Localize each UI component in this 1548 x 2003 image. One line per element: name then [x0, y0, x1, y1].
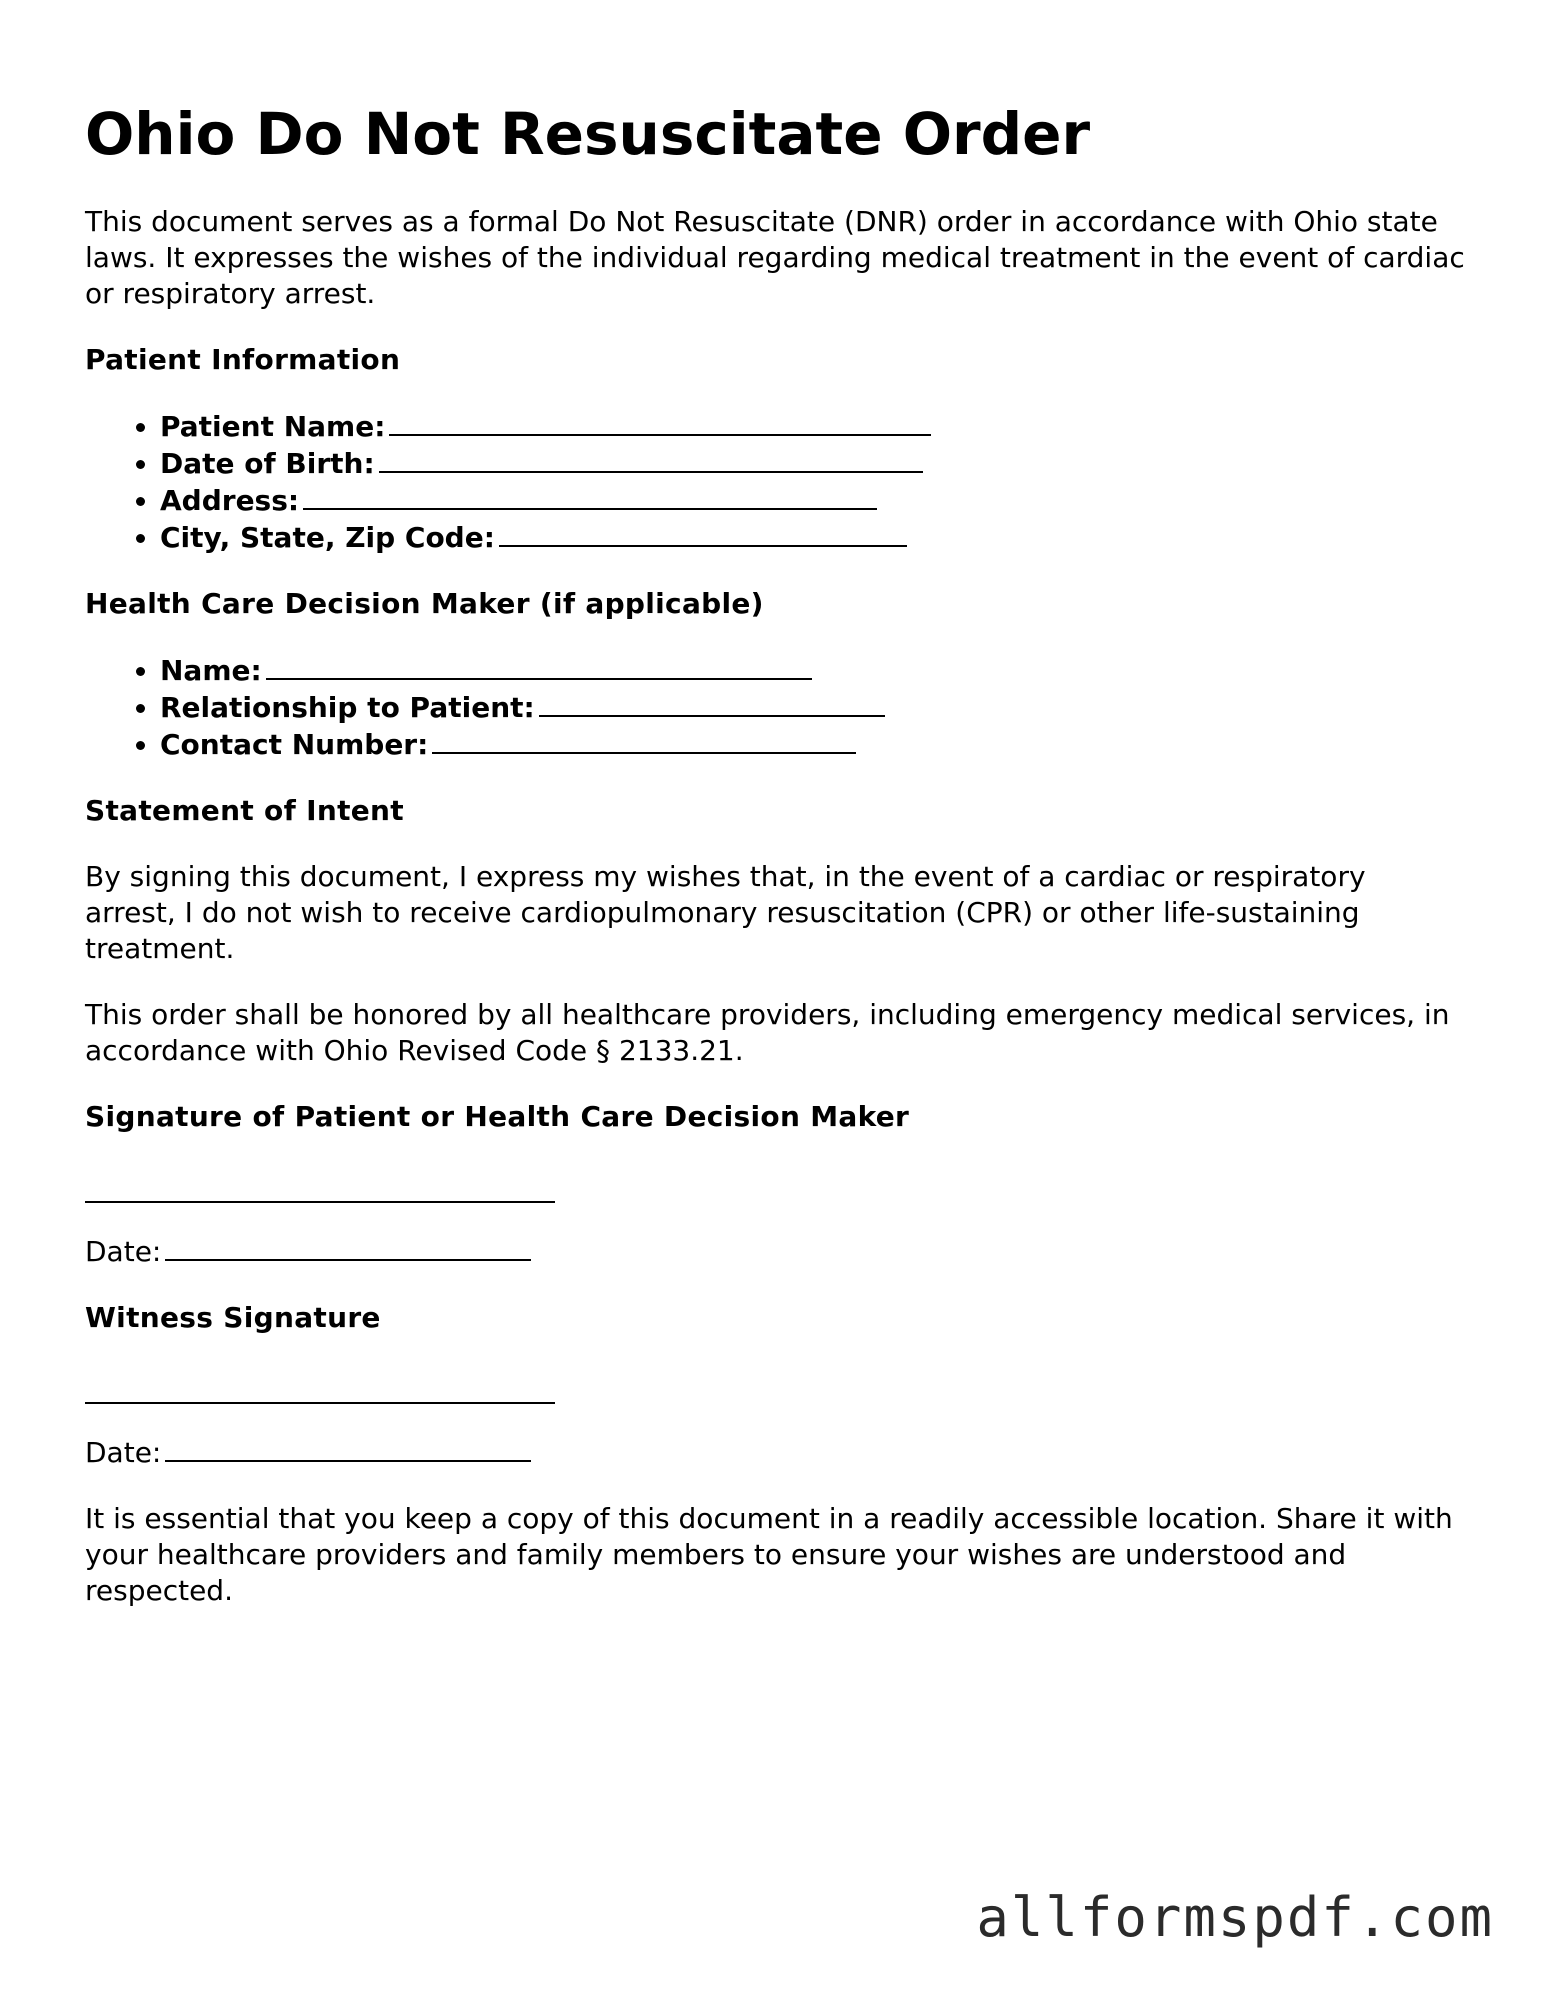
date-label: Date: — [85, 1435, 162, 1469]
field-label: Date of Birth: — [160, 446, 375, 480]
decision-maker-heading: Health Care Decision Maker (if applicable) — [85, 586, 764, 620]
city-state-zip-blank[interactable] — [499, 519, 907, 547]
address-blank[interactable] — [303, 482, 877, 510]
patient-signature-line[interactable] — [85, 1165, 555, 1203]
witness-signature-line[interactable] — [85, 1366, 555, 1404]
relationship-field — [160, 689, 1465, 726]
patient-date-blank[interactable] — [165, 1233, 531, 1261]
relationship-blank[interactable] — [539, 689, 885, 717]
address-field — [160, 482, 1465, 519]
field-label: Address: — [160, 483, 300, 517]
intro-paragraph: This document serves as a formal Do Not Resuscitate (DNR) order in accordance with Ohio state laws. It expresses the wishes of the individual regarding medical treatment in the event of cardiac or respiratory arrest. — [85, 204, 1465, 310]
date-label: Date: — [85, 1234, 162, 1268]
statement-paragraph-1: By signing this document, I express my wishes that, in the event of a cardiac or respiratory arrest, I do not wish to receive cardiopulmonary resuscitation (CPR) or other life-sustaining treatment. — [85, 859, 1366, 965]
statement-paragraph-2: This order shall be honored by all healthcare providers, including emergency medical services, in accordance with Ohio Revised Code § 2133.21. — [85, 997, 1450, 1067]
contact-number-blank[interactable] — [432, 726, 856, 754]
document-page — [85, 100, 1465, 1639]
statement-heading: Statement of Intent — [85, 793, 404, 827]
date-of-birth-field — [160, 445, 1465, 482]
patient-signature-heading: Signature of Patient or Health Care Decision Maker — [85, 1099, 910, 1133]
decision-maker-list — [85, 652, 1465, 763]
contact-number-field — [160, 726, 1465, 763]
patient-info-heading: Patient Information — [85, 342, 401, 376]
patient-info-list — [85, 408, 1465, 556]
field-label: Patient Name: — [160, 409, 386, 443]
site-watermark: allformspdf.com — [976, 1886, 1494, 1949]
city-state-zip-field — [160, 519, 1465, 556]
document-title: Ohio Do Not Resuscitate Order — [85, 100, 1091, 168]
witness-signature-heading: Witness Signature — [85, 1300, 381, 1334]
witness-date-blank[interactable] — [165, 1434, 531, 1462]
witness-signature-date — [85, 1434, 1465, 1471]
field-label: City, State, Zip Code: — [160, 520, 495, 554]
field-label: Name: — [160, 653, 262, 687]
patient-name-blank[interactable] — [389, 408, 931, 436]
patient-name-field — [160, 408, 1465, 445]
decision-maker-name-field — [160, 652, 1465, 689]
field-label: Contact Number: — [160, 727, 429, 761]
date-of-birth-blank[interactable] — [379, 445, 923, 473]
field-label: Relationship to Patient: — [160, 690, 535, 724]
decision-maker-name-blank[interactable] — [266, 652, 812, 680]
patient-signature-date — [85, 1233, 1465, 1270]
closing-paragraph: It is essential that you keep a copy of this document in a readily accessible location. Share it with your healthcare providers and family members to ensure your wishes are understood and respected. — [85, 1501, 1453, 1607]
